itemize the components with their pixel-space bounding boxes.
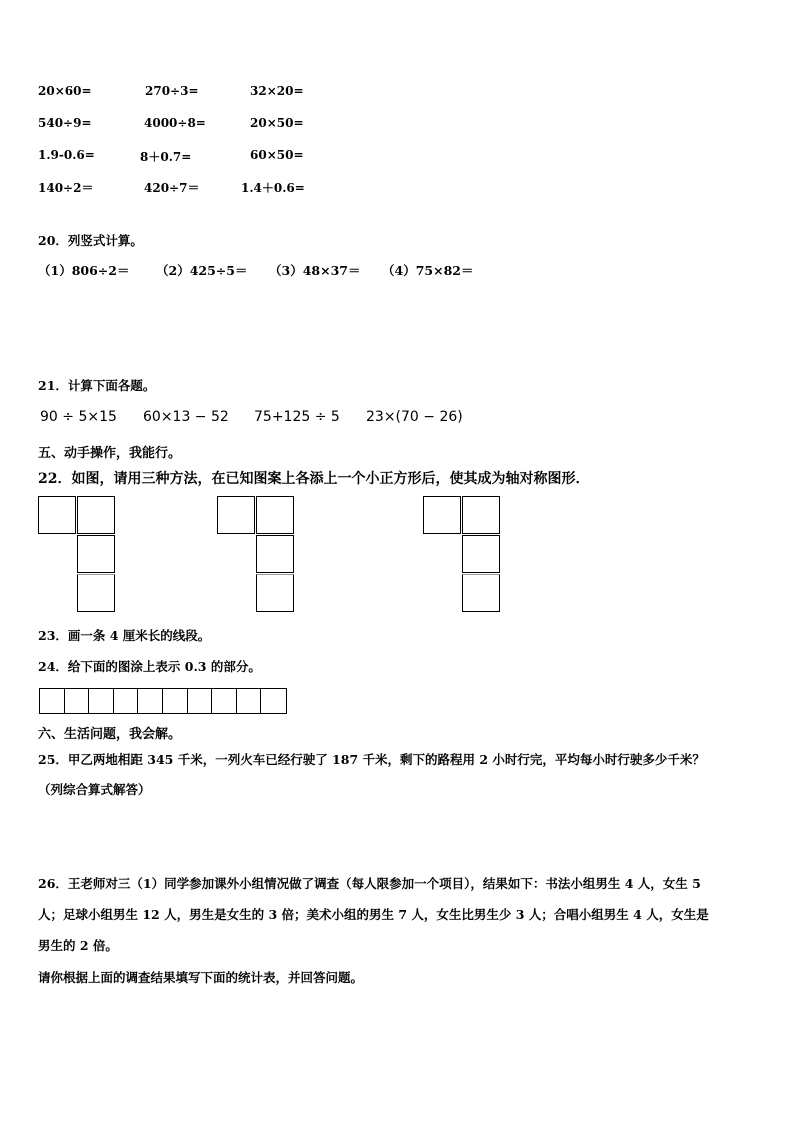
q20-item: （3）48×37＝ (269, 263, 361, 278)
strip-cell[interactable] (138, 689, 163, 713)
strip-cell[interactable] (212, 689, 237, 713)
calc-item: 20×60= (38, 84, 92, 98)
q23-title: 23．画一条 4 厘米长的线段。 (38, 628, 211, 643)
q26-line-4: 请你根据上面的调查结果填写下面的统计表，并回答问题。 (38, 970, 364, 985)
calc-item: 1.9-0.6= (38, 148, 95, 162)
grid-square (38, 496, 76, 534)
calc-item: 32×20= (250, 84, 304, 98)
strip-cell[interactable] (65, 689, 90, 713)
q25-line-1: 25．甲乙两地相距 345 千米，一列火车已经行驶了 187 千米，剩下的路程用 2 小时行完，平均每小时行驶多少千米？ (38, 752, 705, 767)
calc-item: 1.4＋0.6= (241, 181, 305, 195)
strip-cell[interactable] (40, 689, 65, 713)
q21-expression: 60×13 − 52 (143, 409, 229, 425)
grid-square (217, 496, 255, 534)
strip-cell[interactable] (188, 689, 213, 713)
grid-square (77, 574, 115, 612)
calc-item: 270÷3= (145, 84, 199, 98)
calc-item: 140÷2＝ (38, 181, 94, 195)
strip-cell[interactable] (237, 689, 262, 713)
calc-item: 540÷9= (38, 116, 92, 130)
q22-title: 22．如图，请用三种方法，在已知图案上各添上一个小正方形后，使其成为轴对称图形． (38, 471, 590, 487)
section-6-title: 六、生活问题，我会解。 (38, 727, 182, 742)
grid-square (77, 535, 115, 573)
q21-expression: 90 ÷ 5×15 (40, 409, 117, 425)
q21-title: 21．计算下面各题。 (38, 378, 156, 393)
q24-title: 24．给下面的图涂上表示 0.3 的部分。 (38, 659, 261, 674)
q25-line-2: （列综合算式解答） (38, 782, 151, 797)
strip-cell[interactable] (114, 689, 139, 713)
q21-expression: 75+125 ÷ 5 (254, 409, 340, 425)
q20-item: （1）806÷2＝ (38, 263, 130, 278)
grid-square (423, 496, 461, 534)
calc-item: 20×50= (250, 116, 304, 130)
section-5-title: 五、动手操作，我能行。 (38, 446, 182, 461)
calc-item: 4000÷8= (144, 116, 206, 130)
q20-item: （4）75×82＝ (382, 263, 474, 278)
grid-square (462, 535, 500, 573)
grid-square (462, 496, 500, 534)
calc-item: 60×50= (250, 148, 304, 162)
calc-item: 420÷7＝ (144, 181, 200, 195)
grid-square (462, 574, 500, 612)
strip-cell[interactable] (89, 689, 114, 713)
strip-cell[interactable] (163, 689, 188, 713)
grid-square (256, 535, 294, 573)
grid-square (256, 496, 294, 534)
q26-line-1: 26．王老师对三（1）同学参加课外小组情况做了调查（每人限参加一个项目），结果如下：书法小组男生 4 人，女生 5 (38, 876, 701, 891)
q26-line-3: 男生的 2 倍。 (38, 938, 118, 953)
strip-cell[interactable] (261, 689, 286, 713)
q21-expression: 23×(70 − 26) (366, 409, 463, 425)
calc-item: 8＋0.7= (140, 150, 192, 164)
grid-square (256, 574, 294, 612)
q20-item: （2）425÷5＝ (156, 263, 248, 278)
q20-title: 20．列竖式计算。 (38, 233, 143, 248)
grid-square (77, 496, 115, 534)
q26-line-2: 人；足球小组男生 12 人，男生是女生的 3 倍；美术小组的男生 7 人，女生比男生少 3 人；合唱小组男生 4 人，女生是 (38, 907, 709, 922)
q24-strip (39, 688, 287, 714)
